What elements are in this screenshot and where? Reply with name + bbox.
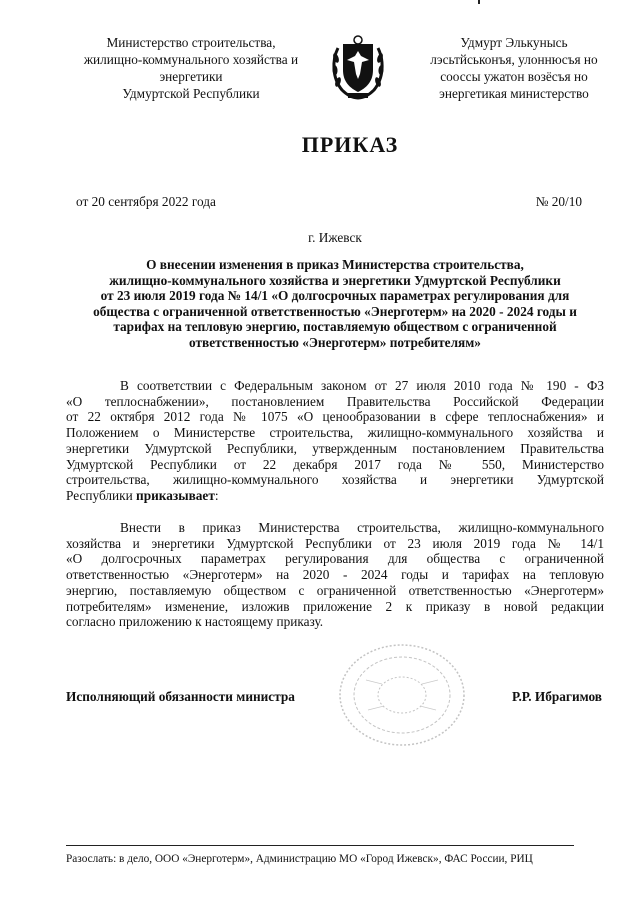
- udmurt-coat-of-arms-icon: [328, 34, 388, 100]
- subject-line: жилищно-коммунального хозяйства и энергетики Удмуртской Республики: [109, 272, 561, 288]
- paragraph-line: ответственностью «Энерготерм» на 2020 - 2024 годы и тарифах на тепловую: [66, 567, 604, 583]
- paragraph-line: от 22 октября 2012 года № 1075 «О ценообразовании в сфере теплоснабжения» и: [66, 409, 604, 425]
- subject-line: общества с ограниченной ответственностью «Энерготерм» на 2020 - 2024 годы и: [93, 303, 577, 319]
- subject-line: тарифах на тепловую энергию, поставляемую обществом с ограниченной: [113, 319, 557, 335]
- order-number: № 20/10: [535, 194, 582, 209]
- paragraph-line: Удмуртской Республики от 22 декабря 2017 года № 550, Министерство: [66, 456, 604, 472]
- ministry-name-line: лэсьтйськонъя, улоннюсъя но: [430, 52, 598, 67]
- paragraph-line: энергетики Удмуртской Республики, утвержденным постановлением Правительства: [66, 440, 604, 456]
- ministry-name-line: Удмурт Элькунысь: [460, 35, 568, 50]
- ministry-name-line: сооссы ужатон возёсъя но: [440, 69, 588, 84]
- ministry-name-russian: [60, 34, 322, 102]
- subject-line: О внесении изменения в приказ Министерства строительства,: [146, 257, 524, 272]
- document-title: ПРИКАЗ: [301, 132, 399, 157]
- ministry-name-line: жилищно-коммунального хозяйства и: [83, 52, 299, 67]
- signatory-position: Исполняющий обязанности министра: [66, 689, 295, 704]
- paragraph-line: энергию, поставляемую обществом с ограниченной ответственностью «Энерготерм»: [66, 582, 604, 598]
- order-body-paragraph: [66, 520, 604, 630]
- signatory-name: Р.Р. Ибрагимов: [511, 689, 602, 704]
- paragraph-line: хозяйства и энергетики Удмуртской Республики от 23 июля 2019 года № 14/1: [66, 535, 604, 551]
- paragraph-text: :: [214, 487, 219, 503]
- order-city: г. Ижевск: [308, 230, 362, 245]
- subject-line: ответственностью «Энерготерм» потребителям»: [189, 334, 481, 350]
- distribution-list: Разослать: в дело, ООО «Энерготерм», Администрацию МО «Город Ижевск», ФАС России, РИЦ: [66, 853, 533, 865]
- ministry-name-line: энергетикая министерство: [439, 86, 589, 101]
- ministry-name-line: Министерство строительства,: [106, 35, 276, 50]
- paragraph-line: согласно приложению к настоящему приказу.: [66, 614, 324, 630]
- ministry-name-line: Удмуртской Республики: [122, 86, 260, 101]
- paragraph-line: потребителям» изменение, изложив приложение 2 к приказу в новой редакции: [66, 598, 604, 614]
- ministry-name-udmurt: [414, 34, 614, 102]
- paragraph-line: [66, 488, 604, 504]
- order-date: от 20 сентября 2022 года: [76, 194, 216, 209]
- paragraph-line: Внести в приказ Министерства строительства, жилищно-коммунального: [120, 520, 604, 535]
- paragraph-line: «О долгосрочных параметрах регулирования для общества с ограниченной: [66, 551, 604, 567]
- preamble-paragraph: [66, 378, 604, 504]
- subject-line: от 23 июля 2019 года № 14/1 «О долгосрочных параметрах регулирования для: [100, 288, 570, 304]
- footer-divider: [66, 845, 574, 846]
- paragraph-line: «О теплоснабжении», постановлением Правительства Российской Федерации: [66, 393, 604, 409]
- resolution-word: приказывает: [136, 487, 215, 503]
- order-subject: [66, 257, 604, 351]
- paragraph-line: строительства, жилищно-коммунального хозяйства и энергетики Удмуртской: [66, 472, 604, 488]
- ministry-name-line: энергетики: [159, 69, 223, 84]
- paragraph-line: В соответствии с Федеральным законом от 27 июля 2010 года № 190 - ФЗ: [120, 378, 604, 393]
- paragraph-line: Положением о Министерстве строительства, жилищно-коммунального хозяйства и: [66, 425, 604, 441]
- scan-mark: [478, 0, 480, 4]
- paragraph-text: Республики: [66, 487, 137, 503]
- official-seal: [336, 640, 468, 750]
